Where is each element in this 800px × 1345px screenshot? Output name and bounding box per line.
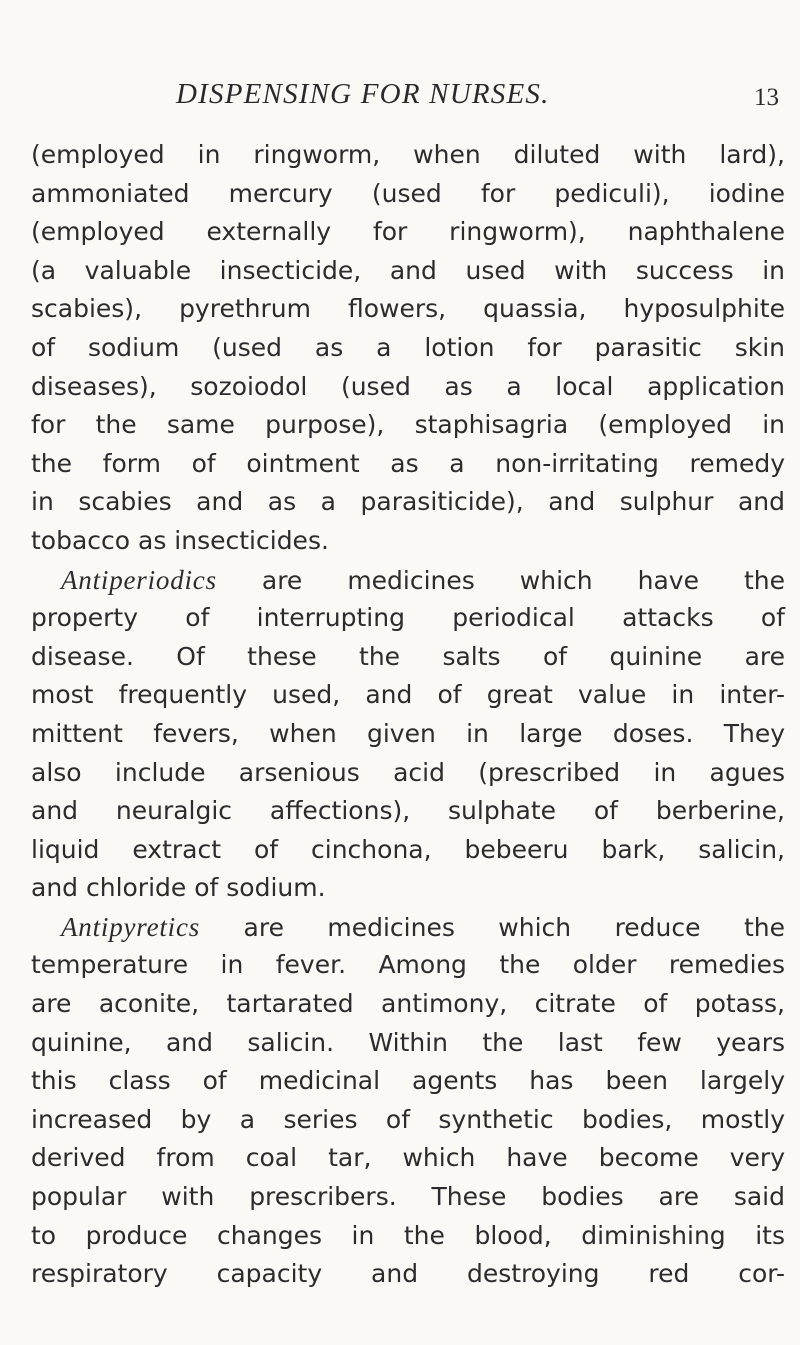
body-text xyxy=(31,136,785,1294)
running-title: DISPENSING FOR NURSES. xyxy=(176,78,550,110)
page-header xyxy=(0,78,800,118)
text-line: tobacco as insecticides. xyxy=(31,525,329,555)
text-line: most frequently used, and of great value in inter- xyxy=(31,680,785,710)
text-line: (employed externally for ringworm), naphthalene xyxy=(31,217,785,247)
text-line: and chloride of sodium. xyxy=(31,873,326,903)
text-run: are medicines which reduce the xyxy=(200,912,785,942)
text-line: to produce changes in the blood, diminishing its xyxy=(31,1220,785,1250)
defined-term-antiperiodics: Antiperiodics xyxy=(61,564,217,595)
text-line: diseases), sozoiodol (used as a local application xyxy=(31,371,785,401)
text-line: in scabies and as a parasiticide), and sulphur and xyxy=(31,487,785,517)
page-number: 13 xyxy=(754,84,779,111)
text-line: liquid extract of cinchona, bebeeru bark, salicin, xyxy=(31,834,785,864)
text-line: mittent fevers, when given in large doses. They xyxy=(31,718,785,748)
text-line: popular with prescribers. These bodies are said xyxy=(31,1182,785,1212)
text-line: (employed in ringworm, when diluted with lard), xyxy=(31,140,785,169)
text-line: and neuralgic affections), sulphate of berberine, xyxy=(31,796,785,826)
text-line: (a valuable insecticide, and used with success in xyxy=(31,255,785,285)
text-line: are aconite, tartarated antimony, citrate of potass, xyxy=(31,989,785,1019)
text-line: also include arsenious acid (prescribed in agues xyxy=(31,757,785,787)
defined-term-antipyretics: Antipyretics xyxy=(61,911,201,942)
text-line: ammoniated mercury (used for pediculi), iodine xyxy=(31,178,785,208)
paragraph-first-line xyxy=(31,908,785,947)
text-line: the form of ointment as a non-irritating remedy xyxy=(31,448,785,478)
text-line: disease. Of these the salts of quinine are xyxy=(31,641,785,671)
text-line: derived from coal tar, which have become very xyxy=(31,1143,785,1173)
paragraph-first-line xyxy=(31,561,785,600)
text-run: are medicines which have the xyxy=(216,565,785,595)
text-line: quinine, and salicin. Within the last few years xyxy=(31,1027,785,1057)
text-line: temperature in fever. Among the older remedies xyxy=(31,950,785,980)
text-line: of sodium (used as a lotion for parasitic skin xyxy=(31,332,785,362)
text-line: scabies), pyrethrum flowers, quassia, hyposulphite xyxy=(31,294,785,324)
text-line: respiratory capacity and destroying red cor- xyxy=(31,1259,785,1289)
text-line: this class of medicinal agents has been largely xyxy=(31,1066,785,1096)
text-line: increased by a series of synthetic bodies, mostly xyxy=(31,1104,785,1134)
text-line: for the same purpose), staphisagria (employed in xyxy=(31,410,785,440)
text-line: property of interrupting periodical attacks of xyxy=(31,603,785,633)
